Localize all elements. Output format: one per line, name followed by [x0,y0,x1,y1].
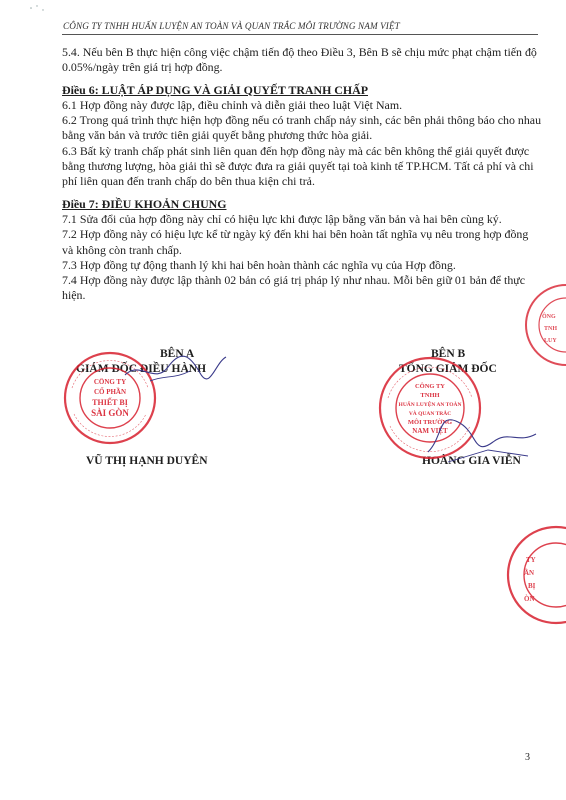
svg-text:BỊ: BỊ [528,582,536,590]
header-rule [62,34,538,35]
party-b-name: HOÀNG GIA VIỄN [422,455,521,467]
svg-text:TY: TY [526,556,536,564]
party-a-signature [120,345,230,405]
page-number: 3 [525,752,530,763]
contract-body [62,45,542,304]
clause-7-3: 7.3 Hợp đồng tự động thanh lý khi hai bên hoàn thành các nghĩa vụ của Hợp đồng. [62,257,456,272]
company-header: CÔNG TY TNHH HUẤN LUYỆN AN TOÀN VÀ QUAN TRẮC MÔI TRƯỜNG NAM VIỆT [63,21,400,31]
clause-6-3: 6.3 Bất kỳ tranh chấp phát sinh liên quan đến hợp đồng này mà các bên không thể giải quyết được bằng thương lượng, hòa giải thì sẽ được đưa ra giải quyết tại toà kinh tế TP.HCM. Tất cả phí và chi phí liên quan đến tranh chấp do bên thua kiện chi trả. [62,143,534,189]
party-b-title: TỔNG GIÁM ĐỐC [399,363,497,375]
party-b-label: BÊN B [431,348,466,360]
party-b-signature [418,382,548,472]
svg-text:THIẾT BỊ: THIẾT BỊ [92,398,128,407]
scan-marks [28,4,48,16]
clause-7-2: 7.2 Hợp đồng này có hiệu lực kể từ ngày ký đến khi hai bên hoàn tất nghĩa vụ nêu trong hợp đồng và không còn tranh chấp. [62,227,529,257]
svg-text:CỔ PHẦN: CỔ PHẦN [93,388,127,396]
article-7-heading: Điều 7: ĐIỀU KHOẢN CHUNG [62,196,227,211]
svg-text:ÔNG: ÔNG [542,314,556,320]
clause-7-1: 7.1 Sửa đổi của hợp đồng này chỉ có hiệu lực khi được lập bằng văn bản và hai bên cùng ký. [62,211,502,226]
edge-stamp-bottom [496,520,566,630]
svg-text:TNHH: TNHH [420,392,440,399]
clause-6-1: 6.1 Hợp đồng này được lập, điều chỉnh và diễn giải theo luật Việt Nam. [62,97,403,112]
svg-text:TNH: TNH [544,326,558,332]
article-6-heading: Điều 6: LUẬT ÁP DỤNG VÀ GIẢI QUYẾT TRANH CHẤP [62,82,368,97]
clause-7-4: 7.4 Hợp đồng này được lập thành 02 bản có giá trị pháp lý như nhau. Mỗi bên giữ 01 bản để thực hiện. [62,273,526,303]
svg-text:ÒN: ÒN [524,595,535,603]
party-a-name: VŨ THỊ HẠNH DUYÊN [86,455,208,467]
svg-text:LUY: LUY [544,338,557,344]
svg-text:CÔNG TY: CÔNG TY [93,378,127,386]
svg-text:NAM VIỆT: NAM VIỆT [412,427,448,435]
svg-text:CÔNG TY: CÔNG TY [414,383,446,390]
clause-5-4: 5.4. Nếu bên B thực hiện công việc chậm tiến độ theo Điều 3, Bên B sẽ chịu mức phạt chậm tiến độ 0.05%/ngày trên giá trị hợp đồng. [62,45,537,75]
svg-text:VÀ QUAN TRẮC: VÀ QUAN TRẮC [408,411,452,417]
clause-6-2: 6.2 Trong quá trình thực hiện hợp đồng nếu có tranh chấp nảy sinh, các bên phải thông báo cho nhau bằng văn bản và trước tiên giải quyết bằng phương thức hòa giải. [62,113,542,143]
svg-text:ẦN: ẦN [524,569,535,577]
party-a-title: GIÁM ĐỐC ĐIỀU HÀNH [76,363,207,375]
svg-text:MÔI TRƯỜNG: MÔI TRƯỜNG [407,419,453,426]
edge-stamp-top [514,280,566,370]
svg-text:SÀI GÒN: SÀI GÒN [91,408,129,418]
svg-text:HUẤN LUYỆN AN TOÀN: HUẤN LUYỆN AN TOÀN [398,402,462,408]
party-a-label: BÊN A [160,348,195,360]
